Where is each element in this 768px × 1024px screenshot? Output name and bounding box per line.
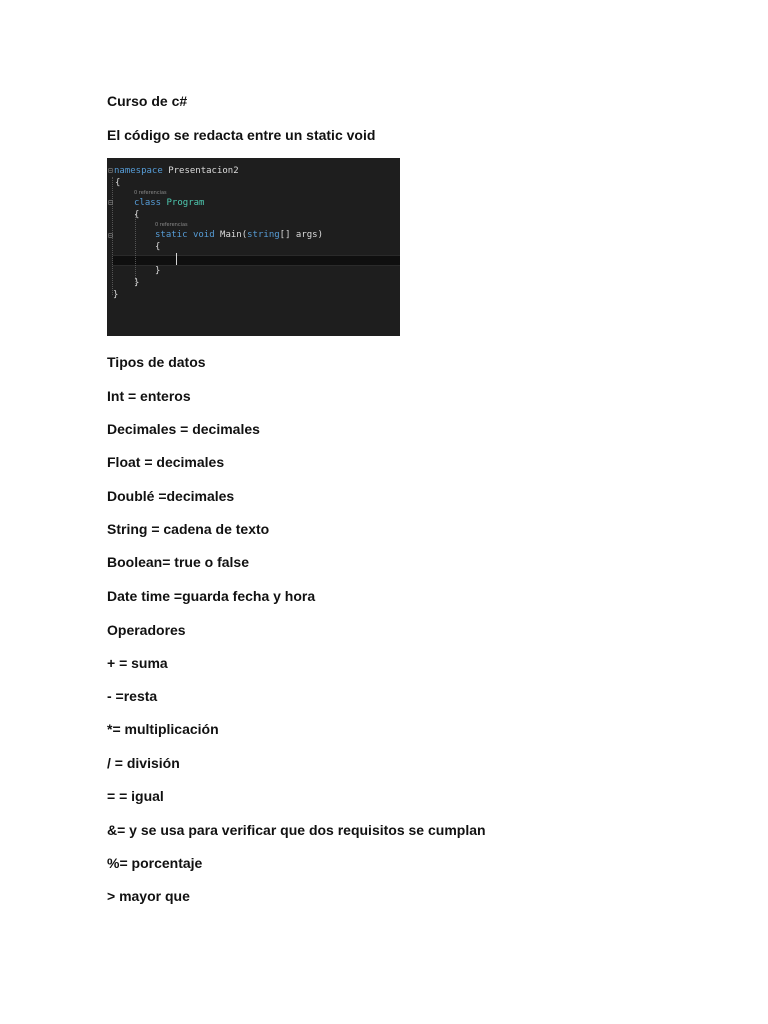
list-item: Float = decimales bbox=[107, 454, 225, 470]
list-item: = = igual bbox=[107, 788, 164, 804]
collapse-icon[interactable]: ⊟ bbox=[108, 166, 113, 175]
code-line-brace: { bbox=[155, 242, 161, 252]
code-line-class bbox=[134, 198, 204, 209]
code-identifier: Main( bbox=[220, 230, 248, 240]
code-keyword: void bbox=[192, 230, 215, 240]
code-screenshot bbox=[107, 158, 400, 336]
code-identifier: [] args) bbox=[279, 230, 324, 240]
collapse-icon[interactable]: ⊟ bbox=[108, 198, 113, 207]
intro-text: El código se redacta entre un static void bbox=[107, 127, 376, 143]
code-line-brace: } bbox=[134, 278, 140, 288]
code-line-namespace bbox=[114, 166, 239, 177]
list-item: %= porcentaje bbox=[107, 855, 203, 871]
code-keyword: namespace bbox=[114, 166, 163, 176]
list-item: *= multiplicación bbox=[107, 721, 219, 737]
code-line-brace: { bbox=[134, 210, 140, 220]
code-line-main bbox=[155, 230, 323, 241]
indent-guide bbox=[135, 214, 136, 286]
list-item: Boolean= true o false bbox=[107, 554, 249, 570]
text-caret bbox=[176, 253, 177, 265]
collapse-icon[interactable]: ⊟ bbox=[108, 231, 113, 240]
list-item: + = suma bbox=[107, 655, 168, 671]
code-references-hint: 0 referencias bbox=[134, 190, 167, 196]
code-line-brace: } bbox=[155, 266, 161, 276]
code-keyword: string bbox=[247, 230, 280, 240]
list-item: Int = enteros bbox=[107, 388, 191, 404]
operadores-heading: Operadores bbox=[107, 622, 186, 638]
list-item: &= y se usa para verificar que dos requisitos se cumplan bbox=[107, 822, 486, 838]
list-item: Date time =guarda fecha y hora bbox=[107, 588, 316, 604]
code-identifier: Presentacion2 bbox=[168, 166, 239, 176]
code-references-hint: 0 referencias bbox=[155, 222, 188, 228]
list-item: String = cadena de texto bbox=[107, 521, 270, 537]
code-keyword: class bbox=[134, 198, 162, 208]
tipos-heading: Tipos de datos bbox=[107, 354, 206, 370]
list-item: Decimales = decimales bbox=[107, 421, 260, 437]
list-item: Doublé =decimales bbox=[107, 488, 235, 504]
list-item: / = división bbox=[107, 755, 180, 771]
list-item: - =resta bbox=[107, 688, 158, 704]
list-item: > mayor que bbox=[107, 888, 190, 904]
current-line-highlight bbox=[113, 255, 400, 266]
code-keyword: static bbox=[155, 230, 188, 240]
code-class-name: Program bbox=[166, 198, 205, 208]
document-title: Curso de c# bbox=[107, 93, 188, 109]
code-line-brace: { bbox=[115, 178, 121, 188]
code-line-brace: } bbox=[113, 290, 119, 300]
